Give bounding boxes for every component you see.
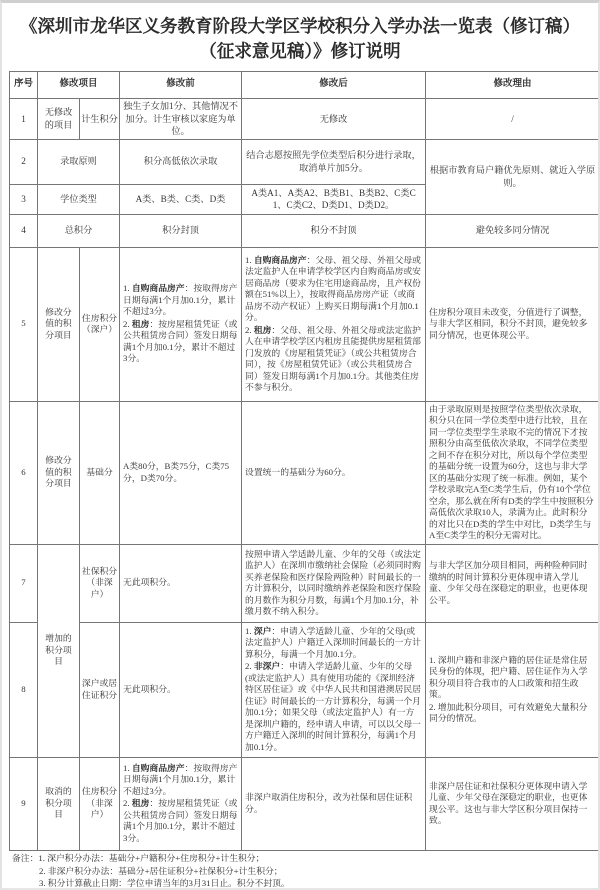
- cell-r6-no: 6: [10, 401, 38, 544]
- table-row-6: [10, 401, 600, 544]
- cell-r6-before: A类80分，B类75分，C类75分，D类70分。: [120, 401, 242, 544]
- table-row-1: [10, 99, 600, 140]
- cell-r1-group: 无修改的项目: [38, 99, 80, 140]
- cell-r8-after: 1. 深户：申请入学适龄儿童、少年的父母(或法定监护人）户籍迁入深圳时间最长的一方计算积分，每满一个月加0.1分。 2. 非深户：申请入学适龄儿童、少年的父母(或法定监护人）具有使用功能的《深圳经济特区居住证》或《中华人民共和国港澳居民居住证》时间最长的一方计算积分，每满一个月加0.1分；如果父母（或法定监护人）有一方是深圳户籍的，经申请人申请，可以以父母一方户籍迁入深圳的时间计算积分，每满1个月加0.1分。: [242, 622, 426, 757]
- cell-r1-after: 无修改: [242, 99, 426, 140]
- col-header-reason: 修改理由: [426, 72, 600, 99]
- cell-r9-before: 1. 自购商品房产：按取得房产日期每满1个月加0.1分，累计不超过3分。 2. 租房：按房屋租赁凭证（或公共租赁房合同）签发日期每满1个月加0.1分，累计不超过3分。: [120, 757, 242, 850]
- cell-r1-no: 1: [10, 99, 38, 140]
- cell-r8-reason: 1. 深圳户籍和非深户籍的居住证是常住居民身份的体现，把户籍、居住证作为入学积分项目符合我市的人口政策和招生政策。 2. 增加此积分项目，可有效避免大量积分同分的情况。: [426, 622, 600, 757]
- cell-r6-sub: 基础分: [80, 401, 120, 544]
- table-row-5: [10, 247, 600, 401]
- cell-r7-r8-group: 增加的积分项目: [38, 544, 80, 757]
- table-row-2: [10, 139, 600, 184]
- col-header-no: 序号: [10, 72, 38, 99]
- cell-r2-no: 2: [10, 139, 38, 184]
- header-row: [10, 72, 600, 99]
- cell-r4-item: 总积分: [38, 214, 120, 247]
- cell-r4-before: 积分封顶: [120, 214, 242, 247]
- cell-r9-after: 非深户取消住房积分，改为社保和居住证积分。: [242, 757, 426, 850]
- cell-r4-no: 4: [10, 214, 38, 247]
- cell-r3-after: A类A1、A类A2、B类B1、B类B2、C类C1、C类C2、D类D1、D类D2。: [242, 184, 426, 214]
- cell-r7-after: 按照申请入学适龄儿童、少年的父母（或法定监护人）在深圳市缴纳社会保险（必须同时购买养老保险和医疗保险两险种）时间最长的一方计算积分，以同时缴纳养老保险和医疗保险的月数作为积分月数，每满1个月加0.1分，补缴月数不纳入积分。: [242, 544, 426, 622]
- cell-r6-reason: 由于录取原则是按照学位类型依次录取，积分只在同一学位类型中进行比较，且在同一学位类型学生录取不完的情况下才按照积分由高至低依次录取，不同学位类型之间不存在积分对比，所以每个学位类型的基础分统一设置为60分，这也与非大学区的基础分实现了统一标准。例如，某个学校录取完A至C类学生后，仍有10个学位空余，那么就在所有D类的学生中按照积分高低依次录取10人，录满为止。此时积分的对比只在D类的学生中对比，D类学生与A至C类学生的积分无需对比。: [426, 401, 600, 544]
- cell-r2-before: 积分高低依次录取: [120, 139, 242, 184]
- cell-r2-r3-reason: 根据市教育局户籍优先原则、就近入学原则。: [426, 139, 600, 214]
- cell-r8-sub: 深户或居住证积分: [80, 622, 120, 757]
- document-title: 《深圳市龙华区义务教育阶段大学区学校积分入学办法一览表（修订稿）（征求意见稿）》修订说明: [20, 16, 580, 61]
- footnotes: [12, 852, 592, 890]
- table-row-4: [10, 214, 600, 247]
- col-header-before: 修改前: [120, 72, 242, 99]
- cell-r5-after: 1. 自购商品房产：父母、祖父母、外祖父母或法定监护人在申请学校学区内自购商品房或安居商品房（要求为住宅用途商品房，且产权份额在51%以上），按取得商品房房产证（或商品房不动产权证）上购买日期每满1个月加0.1分。 2. 租房：父母、祖父母、外祖父母或法定监护人在申请学校学区内租房且能提供房屋租赁部门发放的《房屋租赁凭证》（或公共租赁房合同），按《房屋租赁凭证》（或公共租赁房合同）签发日期每满1个月加0.1分。其他类住房不参与积分。: [242, 247, 426, 401]
- footnote-line-3: 3. 积分计算截止日期：学位申请当年的3月31日止。积分不封顶。: [39, 878, 290, 888]
- cell-r4-after: 积分不封顶: [242, 214, 426, 247]
- table-row-8: [10, 622, 600, 757]
- cell-r2-item: 录取原则: [38, 139, 120, 184]
- cell-r2-after: 结合志愿按照先学位类型后积分进行录取，取消单片加5分。: [242, 139, 426, 184]
- cell-r7-no: 7: [10, 544, 38, 622]
- cell-r3-before: A类、B类、C类、D类: [120, 184, 242, 214]
- cell-r8-no: 8: [10, 622, 38, 757]
- cell-r7-before: 无此项积分。: [120, 544, 242, 622]
- table-row-9: [10, 757, 600, 850]
- cell-r1-reason: /: [426, 99, 600, 140]
- footnote-line-2: 2. 非深户积分办法：基础分+居住证积分+社保积分+计生积分；: [39, 865, 283, 876]
- footnote-line-1: 备注：1. 深户积分办法：基础分+户籍积分+住房积分+计生积分；: [12, 853, 265, 863]
- table-row-7: [10, 544, 600, 622]
- cell-r1-sub: 计生积分: [80, 99, 120, 140]
- cell-r6-after: 设置统一的基础分为60分。: [242, 401, 426, 544]
- cell-r9-reason: 非深户居住证和社保积分更体现申请入学儿童、少年父母在深稳定的职业，也更体现公平。这也与非大学区积分项目保持一致。: [426, 757, 600, 850]
- cell-r8-before: 无此项积分。: [120, 622, 242, 757]
- cell-r3-item: 学位类型: [38, 184, 120, 214]
- revision-table: [9, 71, 600, 851]
- col-header-after: 修改后: [242, 72, 426, 99]
- cell-r7-reason: 与非大学区加分项目相同，两种险种同时缴纳的时间计算积分更体现申请入学儿童、少年父母在深稳定的职业，也更体现公平。: [426, 544, 600, 622]
- cell-r9-no: 9: [10, 757, 38, 850]
- cell-r6-group: 修改分值的积分项目: [38, 401, 80, 544]
- cell-r5-no: 5: [10, 247, 38, 401]
- col-header-item: 修改项目: [38, 72, 120, 99]
- cell-r5-sub: 住房积分（深户）: [80, 247, 120, 401]
- cell-r7-sub: 社保积分（非深户）: [80, 544, 120, 622]
- cell-r1-before: 独生子女加1分、其他情况不加分。计生审核以家庭为单位。: [120, 99, 242, 140]
- cell-r5-before: 1. 自购商品房产：按取得房产日期每满1个月加0.1分，累计不超过3分。 2. 租房：按房屋租赁凭证（或公共租赁房合同）签发日期每满1个月加0.1分，累计不超过3分。: [120, 247, 242, 401]
- cell-r4-reason: 避免较多同分情况: [426, 214, 600, 247]
- cell-r9-group: 取消的积分项目: [38, 757, 80, 850]
- cell-r5-group: 修改分值的积分项目: [38, 247, 80, 401]
- cell-r9-sub: 住房积分（非深户）: [80, 757, 120, 850]
- cell-r5-reason: 住房积分项目未改变，分值进行了调整，与非大学区相同，积分不封顶，避免较多同分情况，也更体现公平。: [426, 247, 600, 401]
- cell-r3-no: 3: [10, 184, 38, 214]
